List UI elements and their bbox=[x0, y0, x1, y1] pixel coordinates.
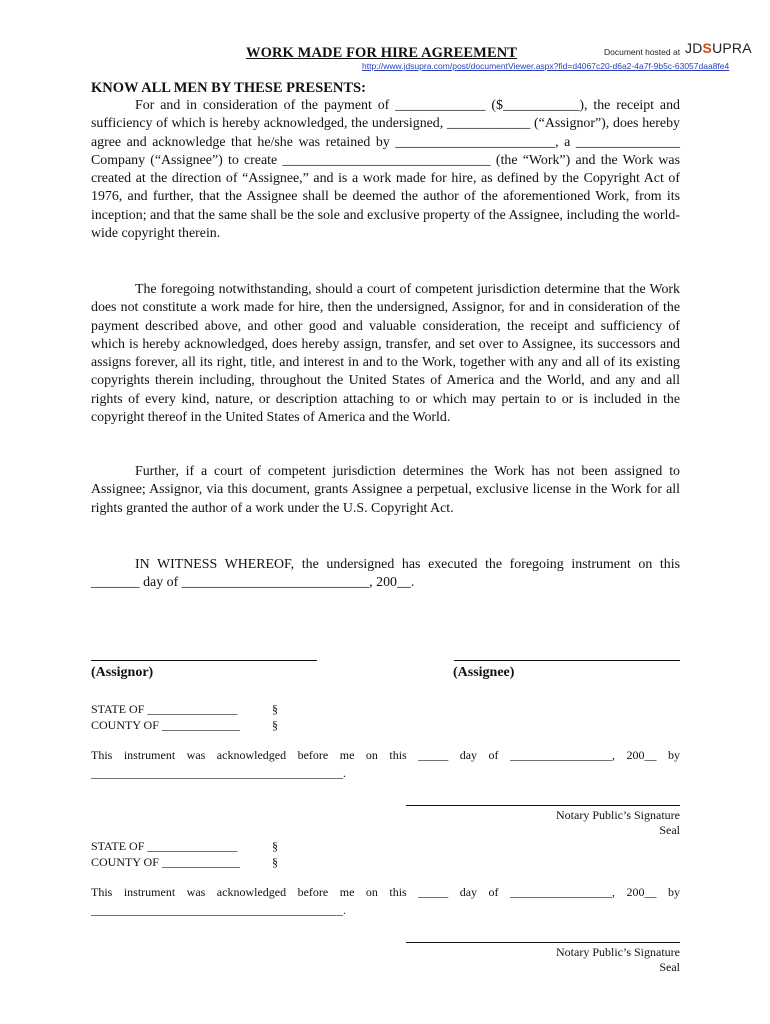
notary-2-state: STATE OF _______________ bbox=[91, 839, 238, 853]
notary-1-acknowledgment: This instrument was acknowledged before me on this _____ day of _________________, 200__ by __________________________________________. bbox=[91, 748, 680, 780]
assignor-label: (Assignor) bbox=[91, 665, 154, 680]
logo-upra: UPRA bbox=[712, 40, 752, 56]
assignee-label: (Assignee) bbox=[453, 665, 515, 680]
notary-1-signature-line bbox=[406, 805, 680, 806]
notary-1-state: STATE OF _______________ bbox=[91, 702, 238, 716]
paragraph-witness bbox=[91, 556, 680, 593]
logo-jd: JD bbox=[685, 40, 703, 56]
document-url-link[interactable]: http://www.jdsupra.com/post/documentViewer.aspx?fid=d4067c20-d6a2-4a7f-9b5c-63057daa8fe4 bbox=[362, 61, 730, 71]
notary-2-section-mark: § bbox=[272, 839, 278, 853]
notary-1-signature-label: Notary Public’s Signature bbox=[556, 808, 680, 822]
notary-2-signature-label: Notary Public’s Signature bbox=[556, 945, 680, 959]
notary-1-county: COUNTY OF _____________ bbox=[91, 718, 240, 732]
paragraph-3-text: Further, if a court of competent jurisdiction determines the Work has not been assigned to Assignee; Assignor, via this document, grants Assignee a perpetual, exclusive license in the Work for all rights granted the author of a work under the U.S. Copyright Act. bbox=[91, 464, 680, 516]
document-title: WORK MADE FOR HIRE AGREEMENT bbox=[246, 45, 518, 61]
notary-1-section-mark: § bbox=[272, 702, 278, 716]
notary-2-county: COUNTY OF _____________ bbox=[91, 855, 240, 869]
assignor-signature-line bbox=[91, 660, 317, 661]
notary-2-signature-line bbox=[406, 942, 680, 943]
notary-2-section-mark: § bbox=[272, 855, 278, 869]
logo-s: S bbox=[702, 40, 713, 56]
section-heading: KNOW ALL MEN BY THESE PRESENTS: bbox=[91, 80, 366, 96]
notary-2-acknowledgment: This instrument was acknowledged before me on this _____ day of _________________, 200__ by __________________________________________. bbox=[91, 885, 680, 917]
paragraph-4-text: IN WITNESS WHEREOF, the undersigned has executed the foregoing instrument on this _______ day of ___________________________, 200__. bbox=[91, 557, 680, 591]
notary-1-section-mark: § bbox=[272, 718, 278, 732]
hosted-label: Document hosted at bbox=[604, 47, 681, 57]
paragraph-license bbox=[91, 463, 680, 518]
paragraph-1-text: For and in consideration of the payment of _____________ ($___________), the receipt and sufficiency of which is hereby acknowledged, the undersigned, ____________ (“Assignor”), does hereby agree and acknowledge that he/she was retained by _______________________, a _______________ Company (“Assignee”) to create ______________________________ (the “Work”) and the Work was created at the direction of “Assignee,” and is a work made for hire, as defined by the Copyright Act of 1976, and further, that the Assignee shall be deemed the author of the aforementioned Work, from its inception; and that the same shall be the sole and exclusive property of the Assignee, including the world-wide copyright therein. bbox=[91, 98, 680, 242]
notary-1-seal-label: Seal bbox=[659, 823, 680, 837]
notary-2-seal-label: Seal bbox=[659, 960, 680, 974]
jdsupra-logo bbox=[685, 40, 752, 56]
paragraph-2-text: The foregoing notwithstanding, should a court of competent jurisdiction determine that the Work does not constitute a work made for hire, then the undersigned, Assignor, for and in consideration of the payment described above, and other good and valuable consideration, the receipt and sufficiency of which is hereby acknowledged, does hereby assign, transfer, and set over to Assignee, its successors and assigns forever, all its right, title, and interest in and to the Work, together with any and all of its existing copyrights therein including, throughout the United States of America and the World, and any and all rights of every kind, nature, or description attaching to or which may pertain to or is included in the copyright thereof in the United States of America and the World. bbox=[91, 282, 680, 426]
paragraph-consideration bbox=[91, 97, 680, 243]
paragraph-notwithstanding bbox=[91, 281, 680, 427]
assignee-signature-line bbox=[454, 660, 680, 661]
